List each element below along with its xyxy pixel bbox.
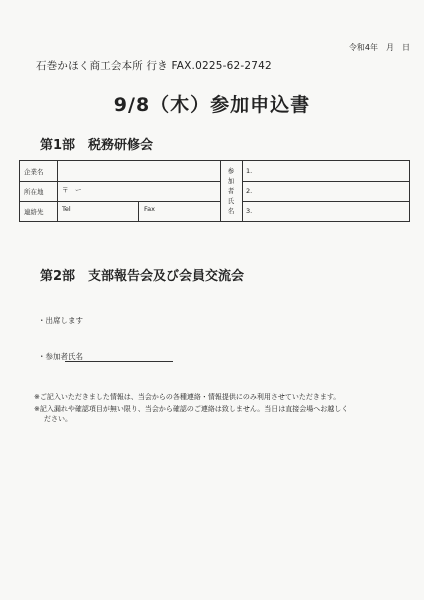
attend-checkbox-text[interactable]: ・出席します [38, 316, 83, 325]
participant-row-3[interactable]: 3. [246, 207, 253, 215]
registration-form-table [19, 160, 410, 222]
table-divider [20, 201, 220, 202]
tel-field[interactable]: Tel [62, 205, 71, 213]
section1-heading: 第1部 税務研修会 [40, 138, 154, 153]
table-divider [138, 202, 139, 221]
participant-row-1[interactable]: 1. [246, 167, 253, 175]
fax-destination: 石巻かほく商工会本所 行き FAX.0225-62-2742 [36, 60, 272, 72]
participant-name-field[interactable] [65, 361, 173, 362]
fax-field[interactable]: Fax [144, 205, 155, 213]
confirmation-note: ※記入漏れや確認項目が無い限り、当会から確認のご連絡は致しません。当日は直接会場へお越しく ださい。 [34, 405, 349, 423]
page-title: 9/8（木）参加申込書 [113, 94, 311, 116]
table-divider [242, 181, 410, 182]
privacy-note: ※ご記入いただきました情報は、当会からの各種連絡・情報提供にのみ利用させていただきます。 [34, 393, 341, 401]
contact-label: 連絡先 [24, 208, 44, 216]
table-divider [242, 201, 410, 202]
participants-label: 参 加 者 氏 名 [227, 167, 235, 215]
section2-heading: 第2部 支部報告会及び会員交流会 [40, 269, 245, 284]
participant-row-2[interactable]: 2. [246, 187, 253, 195]
company-field[interactable] [58, 163, 219, 181]
address-postal-field[interactable]: 〒 ー [62, 186, 82, 194]
table-divider [242, 161, 243, 221]
participant-name-label: ・参加者氏名 [38, 352, 83, 361]
table-divider [220, 161, 221, 221]
table-divider [20, 181, 220, 182]
company-label: 企業名 [24, 168, 44, 176]
address-label: 所在地 [24, 188, 44, 196]
form-date: 令和4年 月 日 [348, 43, 410, 52]
